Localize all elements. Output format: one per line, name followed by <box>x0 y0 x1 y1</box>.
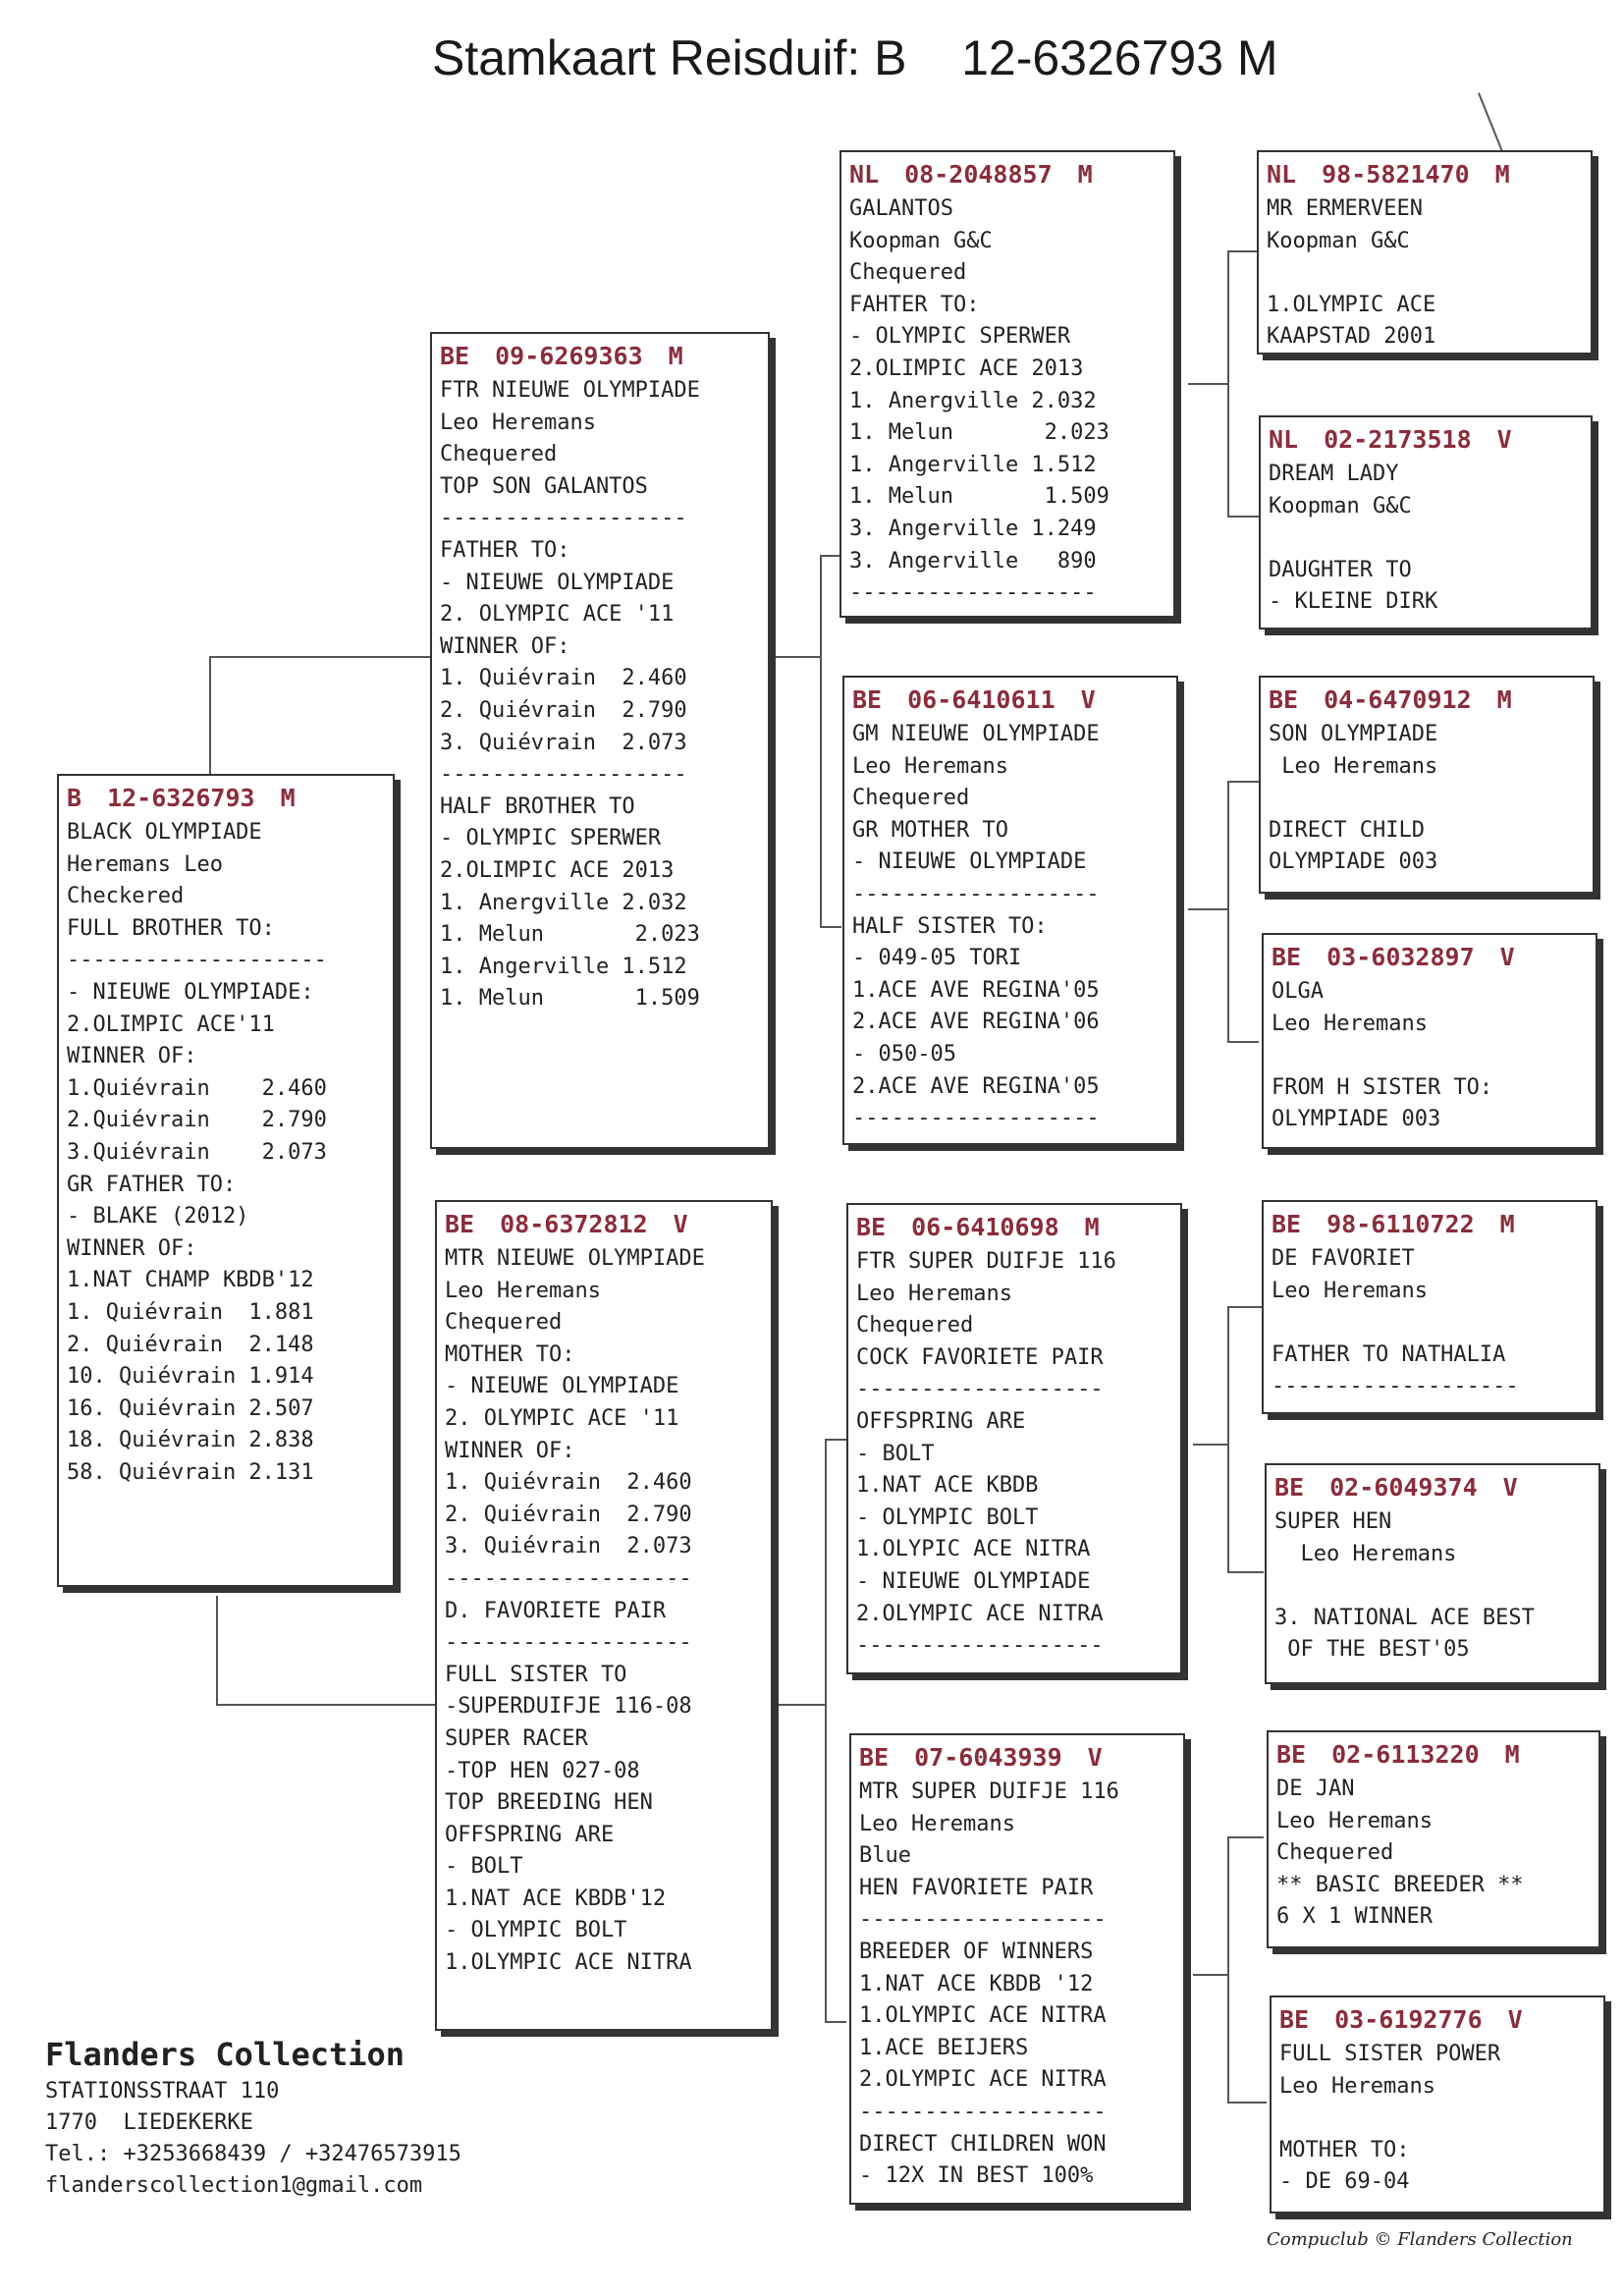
card-line: 1.NAT ACE KBDB '12 <box>859 1971 1094 1996</box>
card-line: 1.OLYMPIC ACE <box>1267 292 1436 317</box>
card-line: - NIEUWE OLYMPIADE <box>445 1374 679 1399</box>
card-line: -------------------- <box>67 948 327 973</box>
phone-numbers: Tel.: +3253668439 / +32476573915 <box>45 2142 461 2166</box>
card-line: Chequered <box>440 442 558 467</box>
card-line: 16. Quiévrain 2.507 <box>67 1395 314 1421</box>
card-line: WINNER OF: <box>440 633 570 659</box>
card-line: MTR NIEUWE OLYMPIADE <box>445 1246 705 1271</box>
card-line: 2.Quiévrain 2.790 <box>67 1108 327 1133</box>
sex: M <box>668 342 683 370</box>
card-line: Leo Heremans <box>1272 1011 1428 1036</box>
card-header <box>67 784 383 813</box>
card-line: - 049-05 TORI <box>852 946 1022 971</box>
card-line: 2. OLYMPIC ACE '11 <box>440 602 675 628</box>
card-line: ------------------- <box>852 1106 1100 1131</box>
card-header <box>1276 1740 1589 1770</box>
country-code: BE <box>1279 2005 1310 2034</box>
card-line: 3. NATIONAL ACE BEST <box>1274 1605 1535 1630</box>
card-line: 58. Quiévrain 2.131 <box>67 1459 314 1485</box>
card-line: Chequered <box>1276 1840 1394 1866</box>
card-line: 2. Quiévrain 2.790 <box>440 697 687 723</box>
card-lines <box>1274 1506 1589 1667</box>
card-line: 1. Quiévrain 1.881 <box>67 1299 314 1325</box>
card-line: Checkered <box>67 884 185 909</box>
card-line: 2.OLIMPIC ACE'11 <box>67 1011 275 1037</box>
card-line: TOP SON GALANTOS <box>440 473 648 499</box>
card-line: 1. Melun 1.509 <box>849 484 1110 510</box>
card-lines <box>1276 1774 1589 1934</box>
connector <box>1227 250 1259 252</box>
card-header <box>856 1213 1170 1242</box>
card-line: 1.ACE AVE REGINA'05 <box>852 977 1100 1003</box>
card-line: KAAPSTAD 2001 <box>1267 324 1436 350</box>
card-line: - BLAKE (2012) <box>67 1204 249 1230</box>
card-line: ------------------- <box>440 506 687 531</box>
pedigree-card-fmf <box>1259 676 1595 894</box>
card-header <box>1274 1473 1589 1503</box>
card-line: 1. Melun 2.023 <box>849 420 1110 446</box>
card-line: Koopman G&C <box>1269 493 1412 519</box>
ring-number: 03-6192776 <box>1334 2005 1483 2034</box>
card-line: -SUPERDUIFJE 116-08 <box>445 1694 692 1720</box>
card-lines <box>1267 193 1581 354</box>
card-line: 2.ACE AVE REGINA'05 <box>852 1073 1100 1099</box>
card-header <box>852 685 1166 715</box>
card-line: Leo Heremans <box>856 1281 1012 1306</box>
card-line: COCK FAVORIETE PAIR <box>856 1344 1104 1370</box>
card-line: 1.Quiévrain 2.460 <box>67 1075 327 1101</box>
card-line: 2.OLIMPIC ACE 2013 <box>440 857 675 883</box>
card-header <box>445 1210 761 1239</box>
card-line: 2.ACE AVE REGINA'06 <box>852 1010 1100 1035</box>
sex: M <box>1077 160 1093 189</box>
card-line: 1.OLYMPIC ACE NITRA <box>859 2003 1107 2029</box>
card-line: - NIEUWE OLYMPIADE <box>852 849 1087 875</box>
card-line: 2.OLYMPIC ACE NITRA <box>856 1601 1104 1626</box>
card-line: Chequered <box>445 1310 563 1336</box>
card-line: WINNER OF: <box>67 1044 197 1069</box>
card-line: 1. Anergville 2.032 <box>849 388 1097 413</box>
pedigree-card-mm <box>849 1733 1185 2205</box>
card-line: FULL SISTER TO <box>445 1662 627 1687</box>
pedigree-card-mother <box>435 1200 773 2031</box>
ring-number: 98-5821470 <box>1322 160 1470 189</box>
card-line: MTR SUPER DUIFJE 116 <box>859 1779 1119 1804</box>
ring-number: 06-6410611 <box>907 685 1056 714</box>
city-address: 1770 LIEDEKERKE <box>45 2110 253 2135</box>
card-line: WINNER OF: <box>445 1438 575 1463</box>
card-line: FAHTER TO: <box>849 292 980 317</box>
connector <box>1227 1836 1264 1838</box>
card-line <box>1274 1570 1589 1603</box>
card-header <box>859 1743 1173 1773</box>
country-code: BE <box>856 1213 887 1241</box>
card-line: - BOLT <box>856 1441 935 1466</box>
card-line: DREAM LADY <box>1269 462 1399 486</box>
connector <box>1188 383 1227 385</box>
sex: V <box>1499 943 1515 971</box>
country-code: NL <box>1269 425 1299 454</box>
connector <box>825 1439 827 2023</box>
pedigree-card-mff <box>1262 1200 1597 1414</box>
card-line: 3. Quiévrain 2.073 <box>445 1534 692 1559</box>
street-address: STATIONSSTRAAT 110 <box>45 2079 280 2104</box>
sex: M <box>1496 685 1512 714</box>
card-lines <box>859 1777 1173 2193</box>
card-line: 3. Quiévrain 2.073 <box>440 730 687 755</box>
pedigree-card-mfm <box>1265 1463 1600 1684</box>
card-line: 1.NAT CHAMP KBDB'12 <box>67 1268 314 1293</box>
country-code: NL <box>849 160 880 189</box>
card-line: ------------------- <box>1272 1374 1519 1399</box>
card-line <box>1279 2103 1594 2135</box>
card-line: 1. Melun 2.023 <box>440 922 700 948</box>
country-code: BE <box>445 1210 475 1238</box>
pedigree-card-mmf <box>1267 1730 1600 1948</box>
card-lines <box>852 719 1166 1135</box>
card-line: Chequered <box>852 786 970 811</box>
country-code: BE <box>1276 1740 1307 1769</box>
card-line: ------------------- <box>445 1565 692 1591</box>
card-line: FATHER TO: <box>440 537 570 563</box>
sex: V <box>673 1210 688 1238</box>
sex: M <box>1084 1213 1100 1241</box>
card-line <box>1272 1307 1586 1339</box>
connector <box>1227 1306 1229 1573</box>
card-line: 2.OLIMPIC ACE 2013 <box>849 355 1084 381</box>
contact-block <box>45 2033 461 2202</box>
card-lines <box>67 817 383 1489</box>
ring-number: 98-6110722 <box>1326 1210 1475 1238</box>
card-line <box>1272 1040 1586 1072</box>
card-line: 2. Quiévrain 2.148 <box>67 1332 314 1357</box>
card-line: Blue <box>859 1843 911 1869</box>
pedigree-card-ff <box>839 150 1175 618</box>
card-line: SON OLYMPIADE <box>1269 722 1438 746</box>
sex: M <box>280 784 296 812</box>
ring-number: 09-6269363 <box>495 342 643 370</box>
connector <box>771 656 820 658</box>
card-line: - NIEUWE OLYMPIADE <box>440 570 675 595</box>
pedigree-card-fm <box>842 676 1178 1145</box>
card-line: OFFSPRING ARE <box>856 1408 1026 1434</box>
card-line: 6 X 1 WINNER <box>1276 1904 1433 1930</box>
card-line: DE JAN <box>1276 1777 1355 1801</box>
card-line: GR FATHER TO: <box>67 1172 237 1197</box>
card-line: - NIEUWE OLYMPIADE <box>856 1568 1091 1594</box>
company-name: Flanders Collection <box>45 2036 406 2073</box>
card-line: 3.Quiévrain 2.073 <box>67 1139 327 1165</box>
country-code: NL <box>1267 160 1297 189</box>
ring-number: 08-2048857 <box>904 160 1053 189</box>
card-line: - NIEUWE OLYMPIADE: <box>67 979 314 1005</box>
card-line: GM NIEUWE OLYMPIADE <box>852 722 1100 746</box>
connector <box>1227 250 1229 518</box>
country-code: BE <box>859 1743 890 1772</box>
pedigree-card-fff <box>1257 150 1593 355</box>
card-lines <box>1269 719 1583 879</box>
card-line: Leo Heremans <box>1269 753 1438 779</box>
card-line: 1.NAT ACE KBDB'12 <box>445 1886 667 1911</box>
sex: V <box>1080 685 1096 714</box>
card-line: - OLYMPIC BOLT <box>856 1504 1039 1530</box>
page-title: Stamkaart Reisduif: B 12-6326793 M <box>432 30 1278 85</box>
pedigree-card-subject <box>57 774 395 1587</box>
card-header <box>1279 2005 1594 2035</box>
card-line: FTR NIEUWE OLYMPIADE <box>440 378 700 403</box>
card-lines <box>1272 1243 1586 1403</box>
card-line: MOTHER TO: <box>445 1341 575 1367</box>
card-header <box>1269 685 1583 715</box>
card-lines <box>440 375 758 1015</box>
card-line: ------------------- <box>445 1630 692 1656</box>
card-line: - OLYMPIC BOLT <box>445 1918 627 1943</box>
card-line: DAUGHTER TO <box>1269 557 1412 582</box>
ring-number: 08-6372812 <box>500 1210 648 1238</box>
card-line: 1. Angerville 1.512 <box>440 954 687 979</box>
country-code: BE <box>1269 685 1299 714</box>
card-header <box>1272 943 1586 972</box>
card-line: 1.ACE BEIJERS <box>859 2035 1029 2060</box>
ring-number: 03-6032897 <box>1326 943 1475 971</box>
card-line: 2. Quiévrain 2.790 <box>445 1502 692 1527</box>
card-line: - 050-05 <box>852 1041 956 1066</box>
connector <box>1227 781 1259 783</box>
card-line: FTR SUPER DUIFJE 116 <box>856 1249 1116 1274</box>
sex: V <box>1496 425 1512 454</box>
card-line: 3. Angerville 1.249 <box>849 516 1097 541</box>
sex: M <box>1494 160 1510 189</box>
ring-number: 07-6043939 <box>914 1743 1062 1772</box>
card-line: HEN FAVORIETE PAIR <box>859 1875 1094 1900</box>
ring-number: 02-2173518 <box>1324 425 1472 454</box>
card-header <box>1267 160 1581 190</box>
card-line: GALANTOS <box>849 196 953 221</box>
country-code: B <box>67 784 82 812</box>
card-line: ------------------- <box>440 762 687 788</box>
connector <box>1227 1571 1264 1573</box>
card-line: -TOP HEN 027-08 <box>445 1758 640 1783</box>
card-line: HALF SISTER TO: <box>852 913 1048 939</box>
card-line: 2. OLYMPIC ACE '11 <box>445 1405 679 1431</box>
card-line: Chequered <box>856 1313 974 1339</box>
card-line: - DE 69-04 <box>1279 2169 1410 2195</box>
connector <box>825 1439 846 1441</box>
card-line: - OLYMPIC SPERWER <box>849 324 1071 350</box>
card-line: 18. Quiévrain 2.838 <box>67 1428 314 1453</box>
card-line: 1.NAT ACE KBDB <box>856 1473 1039 1499</box>
connector <box>216 1596 218 1704</box>
sex: V <box>1087 1743 1103 1772</box>
connector <box>1227 781 1229 1043</box>
connector <box>776 1704 825 1706</box>
ring-number: 02-6049374 <box>1329 1473 1478 1502</box>
card-line: 10. Quiévrain 1.914 <box>67 1364 314 1390</box>
card-line: HALF BROTHER TO <box>440 793 635 819</box>
card-line: OLYMPIADE 003 <box>1272 1107 1441 1132</box>
card-line: Heremans Leo <box>67 851 223 877</box>
connector <box>209 656 433 658</box>
card-lines <box>856 1246 1170 1663</box>
card-line: FATHER TO NATHALIA <box>1272 1341 1506 1367</box>
card-line: 1. Quiévrain 2.460 <box>445 1470 692 1496</box>
country-code: BE <box>1272 1210 1302 1238</box>
card-line: ------------------- <box>859 1907 1107 1933</box>
card-line: Chequered <box>849 260 967 286</box>
card-line: Leo Heremans <box>1276 1808 1433 1833</box>
card-line <box>1269 783 1583 815</box>
card-lines <box>445 1243 761 1980</box>
card-line: FULL BROTHER TO: <box>67 915 275 941</box>
connector <box>825 2021 846 2023</box>
card-line: OF THE BEST'05 <box>1274 1637 1470 1663</box>
card-line: ** BASIC BREEDER ** <box>1276 1872 1524 1897</box>
country-code: BE <box>1272 943 1302 971</box>
card-header <box>1269 425 1581 455</box>
card-line: ------------------- <box>856 1377 1104 1402</box>
card-line: DIRECT CHILD <box>1269 817 1425 843</box>
email-address: flanderscollection1@gmail.com <box>45 2173 423 2198</box>
card-line <box>1267 257 1581 290</box>
card-line: Leo Heremans <box>445 1278 601 1303</box>
ring-number: 06-6410698 <box>911 1213 1059 1241</box>
card-line: Leo Heremans <box>1274 1541 1457 1566</box>
copyright-notice: Compuclub © Flanders Collection <box>1267 2229 1573 2250</box>
card-header <box>440 342 758 371</box>
card-line: Leo Heremans <box>852 753 1008 779</box>
card-line <box>1269 522 1581 555</box>
card-line: D. FAVORIETE PAIR <box>445 1598 667 1623</box>
card-line: GR MOTHER TO <box>852 817 1008 843</box>
card-line: ------------------- <box>849 580 1097 606</box>
card-line: ------------------- <box>856 1633 1104 1659</box>
pedigree-card-fmm <box>1262 933 1597 1149</box>
card-line: MOTHER TO: <box>1279 2137 1410 2162</box>
card-line: 2.OLYMPIC ACE NITRA <box>859 2067 1107 2093</box>
card-lines <box>1272 976 1586 1136</box>
card-line: FROM H SISTER TO: <box>1272 1074 1493 1100</box>
pedigree-card-father <box>430 332 770 1149</box>
card-line: Koopman G&C <box>1267 228 1410 253</box>
card-line: TOP BREEDING HEN <box>445 1790 653 1816</box>
card-lines <box>1269 459 1581 619</box>
card-line: - BOLT <box>445 1854 523 1880</box>
card-line: - KLEINE DIRK <box>1269 589 1438 615</box>
connector <box>1227 1836 1229 2104</box>
card-line: 1. Angerville 1.512 <box>849 452 1097 477</box>
card-lines <box>1279 2039 1594 2199</box>
card-line: DIRECT CHILDREN WON <box>859 2131 1107 2157</box>
card-line: Leo Heremans <box>440 410 596 435</box>
card-line: Leo Heremans <box>859 1811 1015 1836</box>
card-line: ------------------- <box>852 881 1100 906</box>
card-line: 1. Quiévrain 2.460 <box>440 666 687 691</box>
card-line: MR ERMERVEEN <box>1267 196 1423 221</box>
card-line: 1. Anergville 2.032 <box>440 890 687 915</box>
sex: V <box>1507 2005 1523 2034</box>
card-line: BLACK OLYMPIADE <box>67 820 262 845</box>
sex: M <box>1499 1210 1515 1238</box>
card-line: DE FAVORIET <box>1272 1246 1415 1271</box>
card-line: OLYMPIADE 003 <box>1269 849 1438 875</box>
card-line: - OLYMPIC SPERWER <box>440 826 662 851</box>
connector <box>1227 516 1259 518</box>
card-line: 1. Melun 1.509 <box>440 986 700 1011</box>
country-code: BE <box>440 342 470 370</box>
country-code: BE <box>852 685 883 714</box>
card-line: - 12X IN BEST 100% <box>859 2163 1094 2189</box>
card-line: ------------------- <box>859 2099 1107 2124</box>
card-line: Koopman G&C <box>849 228 993 253</box>
ring-number: 02-6113220 <box>1331 1740 1480 1769</box>
card-line: OLGA <box>1272 979 1324 1004</box>
connector <box>820 926 841 928</box>
card-line: 1.OLYMPIC ACE NITRA <box>445 1950 692 1976</box>
connector <box>820 555 841 557</box>
card-line: OFFSPRING ARE <box>445 1822 615 1847</box>
card-line: SUPER HEN <box>1274 1509 1392 1534</box>
connector <box>216 1704 438 1706</box>
connector <box>1193 1444 1227 1446</box>
ring-number: 04-6470912 <box>1324 685 1472 714</box>
connector <box>820 555 822 928</box>
card-line: Leo Heremans <box>1279 2073 1435 2099</box>
connector <box>1227 1041 1259 1043</box>
ring-number: 12-6326793 <box>107 784 255 812</box>
card-line: Leo Heremans <box>1272 1278 1428 1303</box>
card-header <box>1272 1210 1586 1239</box>
connector <box>1193 1974 1227 1976</box>
card-line: SUPER RACER <box>445 1725 588 1751</box>
connector <box>1227 2102 1267 2104</box>
sex: V <box>1502 1473 1518 1502</box>
card-line: BREEDER OF WINNERS <box>859 1939 1094 1964</box>
card-line: 1.OLYPIC ACE NITRA <box>856 1537 1091 1562</box>
card-line: 3. Angerville 890 <box>849 548 1097 574</box>
card-lines <box>849 193 1164 610</box>
pedigree-card-ffm <box>1259 415 1593 629</box>
pedigree-card-mf <box>846 1203 1182 1674</box>
card-line: FULL SISTER POWER <box>1279 2042 1501 2066</box>
country-code: BE <box>1274 1473 1305 1502</box>
card-header <box>849 160 1164 190</box>
sex: M <box>1504 1740 1520 1769</box>
card-line: WINNER OF: <box>67 1235 197 1261</box>
connector <box>209 656 211 778</box>
connector <box>1227 1306 1264 1308</box>
pedigree-card-mmm <box>1270 1995 1605 2214</box>
connector <box>1188 908 1227 910</box>
